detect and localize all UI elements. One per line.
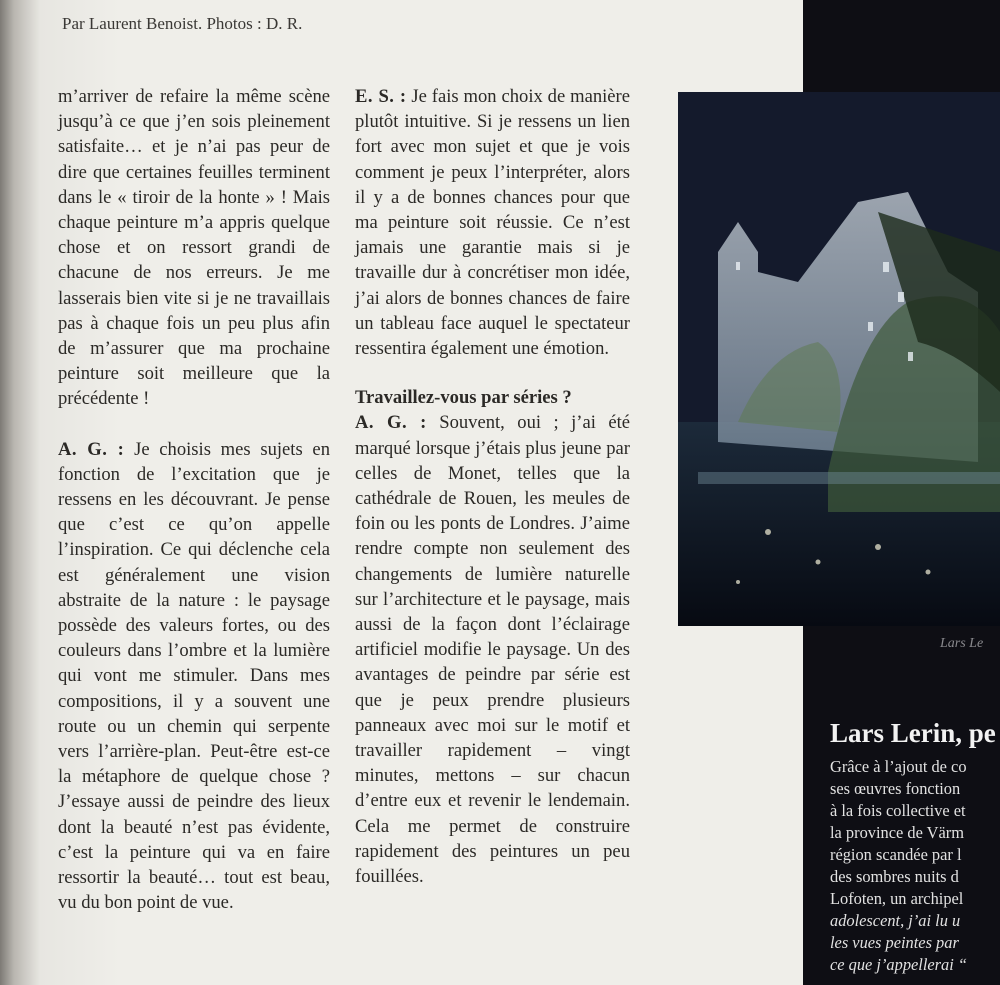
column1-paragraph-2-text: Je choisis mes sujets en fonction de l’excitation que je ressens en les découvrant. Je pense que c’est ce qu’on appelle l’inspiration. Ce qui déclenche cela est généralement une vision abstraite de la nature : le paysage possède des valeurs fortes, ou des couleurs dans l’ombre et la lumière qui vont me stimuler. Dans mes compositions, il y a souvent une route ou un chemin qui serpente vers l’arrière-plan. Peut-être est-ce la métaphore de quelque chose ? J’essaye aussi de peindre des lieux dont la beauté n’est pas évidente, c’est la peinture qui va en faire ressortir la beauté… tout est beau, vu du bon point de vue. [58,438,330,914]
column2-paragraph-1 [355,84,630,361]
sidebar-italic-line: ce que j’appellerai “ [830,955,968,974]
sidebar-line: Grâce à l’ajout de co [830,757,967,776]
speaker-label: A. G. : [355,412,427,434]
sidebar-text [830,756,1000,976]
column2-paragraph-2-text: Souvent, oui ; j’ai été marqué lorsque j’étais plus jeune par celles de Monet, telles que la cathédrale de Rouen, les meules de foin ou les ponts de Londres. J’aime rendre compte non seulement des changements de lumière naturelle sur l’architecture et le paysage, mais aussi de la façon dont l’éclairage artificiel modifie le paysage. Un des avantages de peindre par série est que je peux prendre plusieurs panneaux avec moi sur le motif et travailler rapidement – vingt minutes, mettons – sur chacun d’entre eux et revenir le lendemain. Cela me permet de construire rapidement des peintures un peu fouillées. [355,412,630,888]
article-column-2 [355,84,630,889]
image-caption: Lars Le [940,636,984,651]
article-column-1 [58,84,330,916]
interview-question: Travaillez-vous par séries ? [355,387,572,409]
painting-artwork [678,92,1000,626]
sidebar-line: des sombres nuits d [830,867,959,886]
sidebar-italic-line: adolescent, j’ai lu u [830,911,961,930]
sidebar-line: région scandée par l [830,845,962,864]
column2-paragraph-2 [355,410,630,889]
byline: Par Laurent Benoist. Photos : D. R. [62,14,303,33]
column2-paragraph-1-text: Je fais mon choix de manière plutôt intuitive. Si je ressens un lien fort avec mon sujet et que je vois comment je peux l’interpréter, alors il y a de bonnes chances pour que ma peinture soit réussie. Ce n’est jamais une garantie mais si je travaille dur à concrétiser mon idée, j’ai alors de bonnes chances de faire un tableau face auquel le spectateur ressentira également une émotion. [355,86,630,360]
sidebar-line: la province de Värm [830,823,964,842]
column1-paragraph-2 [58,437,330,916]
speaker-label: A. G. : [58,438,125,460]
sidebar-line: à la fois collective et [830,801,966,820]
painting-image [678,92,1000,626]
sidebar-italic-line: les vues peintes par [830,933,959,952]
sidebar-line: ses œuvres fonction [830,779,961,798]
column1-paragraph-1: m’arriver de refaire la même scène jusqu’à ce que j’en sois pleinement satisfaite… et je n’ai pas peur de dire que certaines feuilles terminent dans le « tiroir de la honte » ! Mais chaque peinture m’a appris quelque chose et on ressort grandi de chacune de nos erreurs. Je me lasserais bien vite si je ne travaillais pas à chaque fois un peu plus afin de m’assurer que ma prochaine peinture soit meilleure que la précédente ! [58,86,330,410]
speaker-label: E. S. : [355,86,407,107]
sidebar-line: Lofoten, un archipel [830,889,964,908]
sidebar-title: Lars Lerin, pe [830,718,996,748]
